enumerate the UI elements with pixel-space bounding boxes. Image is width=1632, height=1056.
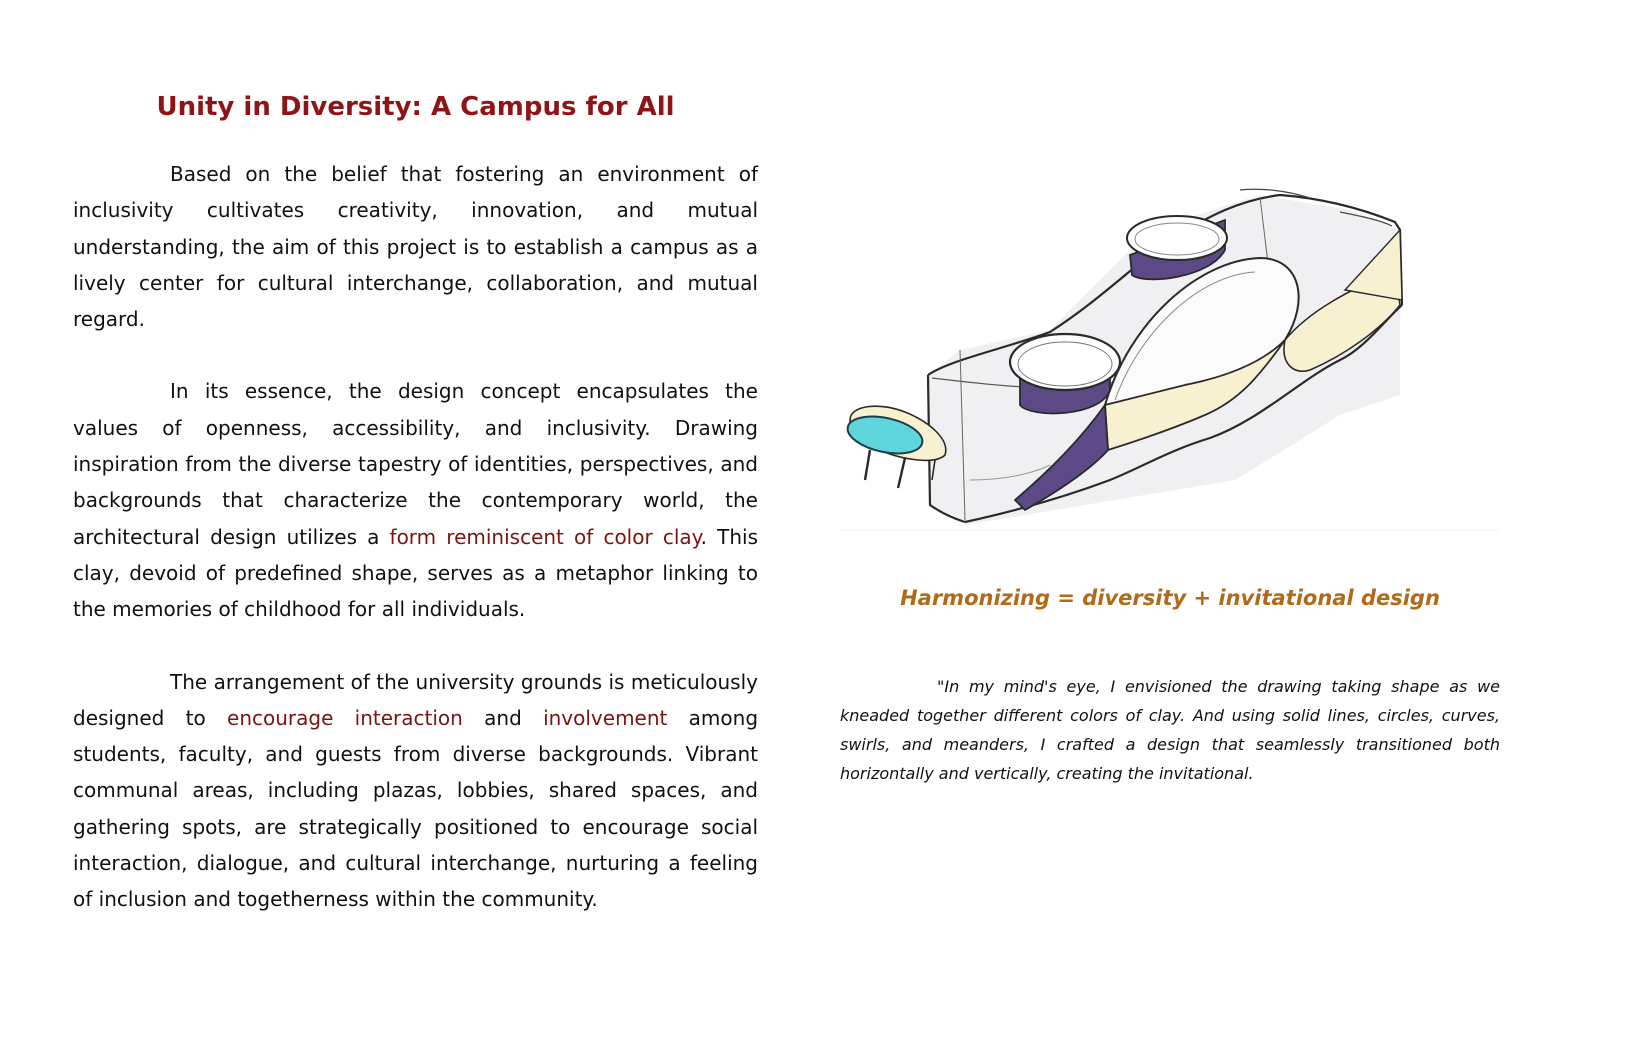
paragraph-3-after: among students, faculty, and guests from diverse backgrounds. Vibrant communal areas, including plazas, lobbies, shared spaces, and gathering spots, are strategically positioned to encourage social interaction, dialogue, and cultural interchange, nurturing a feeling of inclusion and togetherness within the community. [73, 705, 759, 912]
figure-caption: Harmonizing = diversity + invitational design [900, 586, 1440, 610]
highlight-involvement: involvement [543, 705, 668, 730]
paragraph-3-before: The arrangement of the university grounds is meticulously designed to [73, 669, 758, 730]
sketch-illustration [840, 150, 1500, 550]
paragraph-1 [73, 156, 758, 337]
highlight-encourage-interaction: encourage interaction [227, 705, 463, 730]
page-title: Unity in Diversity: A Campus for All [156, 92, 675, 122]
paragraph-3 [73, 664, 758, 918]
paragraph-2-after: . This clay, devoid of predefined shape, serves as a metaphor linking to the memories of childhood for all individuals. [73, 524, 759, 622]
paragraph-3-middle: and [462, 705, 544, 730]
clay-building-sketch [840, 150, 1500, 550]
paragraph-2-before: In its essence, the design concept encapsulates the values of openness, accessibility, and inclusivity. Drawing inspiration from the diverse tapestry of identities, perspectives, and backgrounds that characterize the contemporary world, the architectural design utilizes a [73, 379, 758, 549]
designer-quote: "In my mind's eye, I envisioned the drawing taking shape as we kneaded together different colors of clay. And using solid lines, circles, curves, swirls, and meanders, I crafted a design that seamlessly transitioned both horizontally and vertically, creating the invitational. [840, 677, 1500, 783]
paragraph-1-text: Based on the belief that fostering an environment of inclusivity cultivates creativity, innovation, and mutual understanding, the aim of this project is to establish a campus as a lively center for cultural interchange, collaboration, and mutual regard. [73, 162, 758, 332]
paragraph-2 [73, 373, 758, 627]
text-column [73, 92, 758, 954]
figure-column [840, 150, 1500, 788]
highlight-color-clay: form reminiscent of color clay [389, 524, 701, 549]
